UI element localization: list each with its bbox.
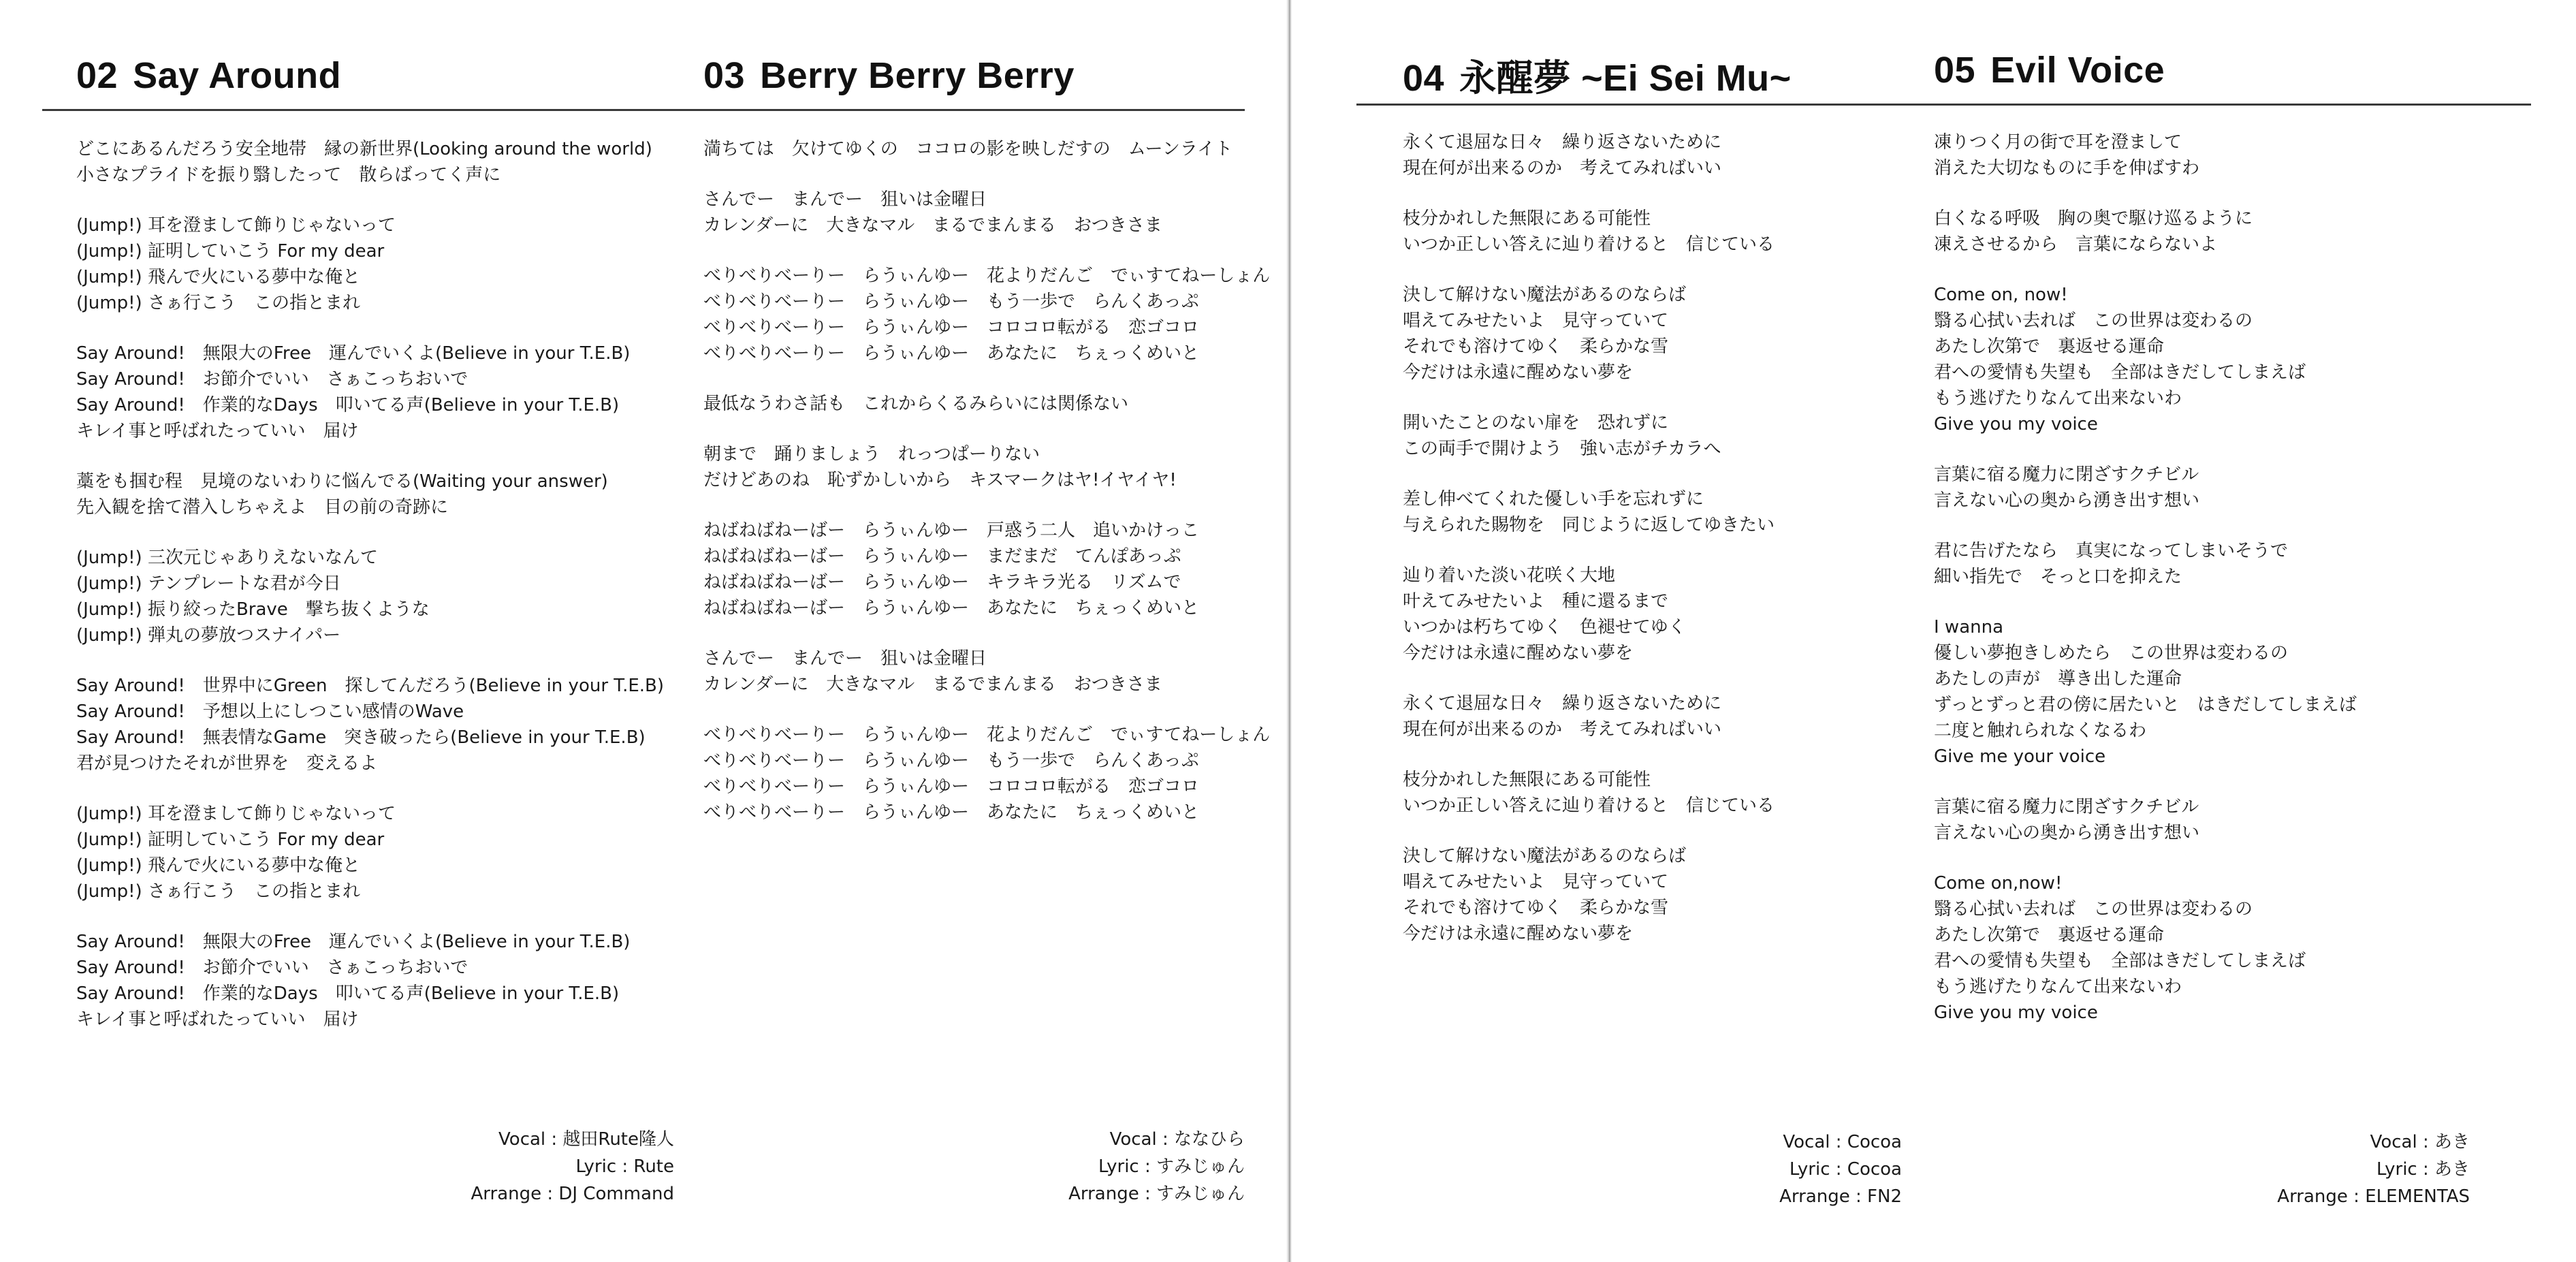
lyric-line: だけどあのね 恥ずかしいから キスマークはヤ!イヤイヤ! — [703, 470, 1177, 490]
lyric-line: 言葉に宿る魔力に閉ざすクチビル — [1934, 797, 2199, 817]
lyric-stanza — [76, 212, 664, 316]
lyric-line: (Jump!) 飛んで火にいる夢中な俺と — [76, 855, 360, 876]
lyric-line: いつか正しい答えに辿り着けると 信じている — [1403, 234, 1775, 255]
lyric-line: さんでー まんでー 狙いは金曜日 — [703, 648, 987, 669]
lyric-line: 言えない心の奥から湧き出す想い — [1934, 823, 2200, 843]
credit-lyric: Lyric : Rute — [575, 1156, 674, 1177]
lyric-line: Say Around! お節介でいい さぁこっちおいで — [76, 958, 468, 978]
lyric-line: 決して解けない魔法があるのならば — [1403, 846, 1687, 866]
credits — [2277, 1129, 2470, 1210]
lyric-line: 開いたことのない扉を 恐れずに — [1403, 413, 1669, 433]
lyric-line: 今だけは永遠に醒めない夢を — [1403, 924, 1634, 944]
lyric-line: 言葉に宿る魔力に閉ざすクチビル — [1934, 464, 2199, 485]
lyric-line: 先入観を捨て潜入しちゃえよ 目の前の奇跡に — [76, 497, 449, 518]
lyric-line: 枝分かれした無限にある可能性 — [1403, 208, 1651, 229]
lyric-line: カレンダーに 大きなマル まるでまんまる おつきさま — [703, 215, 1162, 236]
lyric-line: Come on, now! — [1934, 285, 2068, 305]
lyric-line: Come on,now! — [1934, 873, 2063, 894]
lyric-stanza — [1403, 282, 1775, 385]
lyric-line: Give you my voice — [1934, 414, 2098, 435]
lyric-line: (Jump!) さぁ行こう この指とまれ — [76, 881, 360, 902]
lyric-stanza — [1403, 767, 1775, 819]
lyric-stanza — [1934, 282, 2357, 437]
lyric-line: (Jump!) 弾丸の夢放つスナイパー — [76, 625, 341, 646]
lyric-stanza — [1403, 410, 1775, 462]
lyric-line: キレイ事と呼ばれたっていい 届け — [76, 421, 359, 441]
credit-arrange: Arrange : すみじゅん — [1068, 1184, 1245, 1204]
track-title: Say Around — [133, 55, 342, 96]
lyric-stanza — [76, 673, 664, 776]
lyric-line: あたし次第で 裏返せる運命 — [1934, 336, 2165, 357]
lyric-stanza — [1934, 614, 2357, 770]
lyric-line: Give me your voice — [1934, 746, 2106, 767]
lyric-line: 小さなプライドを振り翳したって 散らばってく声に — [76, 165, 501, 185]
lyric-line: (Jump!) 飛んで火にいる夢中な俺と — [76, 267, 360, 287]
lyric-line: Say Around! 予想以上にしつこい感情のWave — [76, 701, 464, 722]
lyric-line: いつか正しい答えに辿り着けると 信じている — [1403, 795, 1775, 816]
lyrics — [703, 136, 1270, 850]
lyric-line: 与えられた賜物を 同じように返してゆきたい — [1403, 515, 1775, 535]
lyric-line: べりべりべーりー らうぃんゆー 花よりだんご でぃすてねーしょん — [703, 266, 1271, 286]
lyric-stanza — [1934, 129, 2357, 181]
lyric-line: 最低なうわさ話も これからくるみらいには関係ない — [703, 394, 1129, 414]
lyric-line: ねばねばねーばー らうぃんゆー キラキラ光る リズムで — [703, 572, 1181, 593]
lyric-line: ずっとずっと君の傍に居たいと はきだしてしまえば — [1934, 695, 2357, 715]
lyric-line: (Jump!) 証明していこう For my dear — [76, 241, 385, 262]
lyric-line: (Jump!) 三次元じゃありえないなんて — [76, 548, 378, 568]
lyric-line: 決して解けない魔法があるのならば — [1403, 285, 1687, 305]
credit-lyric: Lyric : すみじゅん — [1098, 1156, 1245, 1177]
track-number: 04 — [1403, 58, 1445, 99]
track-number: 05 — [1934, 50, 1976, 91]
lyric-stanza — [703, 187, 1270, 238]
lyric-stanza — [1934, 870, 2357, 1026]
lyric-line: (Jump!) さぁ行こう この指とまれ — [76, 293, 360, 313]
lyrics — [76, 136, 664, 1057]
lyric-stanza — [703, 722, 1270, 825]
lyric-line: いつかは朽ちてゆく 色褪せてゆく — [1403, 617, 1686, 637]
lyrics — [1403, 129, 1775, 971]
lyric-line: 永くて退屈な日々 繰り返さないために — [1403, 132, 1722, 153]
lyric-stanza — [703, 518, 1270, 621]
left-header-rule — [42, 109, 1245, 111]
lyric-line: (Jump!) 振り絞ったBrave 撃ち抜くような — [76, 599, 430, 620]
track-title: 永醒夢 ~Ei Sei Mu~ — [1459, 58, 1792, 99]
lyric-line: 君への愛情も失望も 全部はきだしてしまえば — [1934, 951, 2306, 971]
lyric-stanza — [703, 136, 1270, 162]
lyric-stanza — [76, 545, 664, 648]
lyric-line: 現在何が出来るのか 考えてみればいい — [1403, 719, 1722, 740]
lyric-line: 細い指先で そっと口を抑えた — [1934, 567, 2182, 587]
lyric-line: 今だけは永遠に醒めない夢を — [1403, 643, 1634, 663]
lyric-line: 唱えてみせたいよ 見守っていて — [1403, 872, 1669, 892]
credits — [471, 1126, 675, 1208]
lyric-line: べりべりべーりー らうぃんゆー あなたに ちぇっくめいと — [703, 802, 1200, 823]
lyric-line: (Jump!) 証明していこう For my dear — [76, 830, 385, 850]
lyric-line: キレイ事と呼ばれたっていい 届け — [76, 1009, 359, 1030]
lyric-line: (Jump!) 耳を澄まして飾りじゃないって — [76, 215, 396, 236]
credit-vocal: Vocal : 越田Rute隆人 — [498, 1129, 674, 1150]
credit-arrange: Arrange : ELEMENTAS — [2277, 1186, 2470, 1207]
lyric-line: 辿り着いた淡い花咲く大地 — [1403, 565, 1616, 586]
lyric-line: べりべりべーりー らうぃんゆー もう一歩で らんくあっぷ — [703, 751, 1199, 771]
lyric-line: 枝分かれした無限にある可能性 — [1403, 770, 1651, 790]
lyric-line: ねばねばねーばー らうぃんゆー あなたに ちぇっくめいと — [703, 598, 1200, 618]
lyric-line: 君への愛情も失望も 全部はきだしてしまえば — [1934, 362, 2306, 383]
lyric-line: 優しい夢抱きしめたら この世界は変わるの — [1934, 643, 2289, 663]
lyric-line: 唱えてみせたいよ 見守っていて — [1403, 311, 1669, 331]
credits — [1779, 1129, 1902, 1210]
lyric-line: 現在何が出来るのか 考えてみればいい — [1403, 158, 1722, 178]
track-number: 03 — [703, 55, 746, 96]
lyric-line: Say Around! 作業的なDays 叩いてる声(Believe in your T.E.B) — [76, 983, 620, 1004]
lyric-stanza — [1403, 129, 1775, 181]
lyric-line: どこにあるんだろう安全地帯 縁の新世界(Looking around the world) — [76, 139, 652, 159]
lyric-line: 君に告げたなら 真実になってしまいそうで — [1934, 541, 2289, 561]
lyric-line: 白くなる呼吸 胸の奥で駆け巡るように — [1934, 208, 2253, 229]
lyric-stanza — [76, 801, 664, 904]
lyric-line: 翳る心拭い去れば この世界は変わるの — [1934, 899, 2253, 919]
song-title — [76, 54, 341, 97]
lyric-stanza — [76, 136, 664, 188]
lyric-line: Give you my voice — [1934, 1003, 2098, 1023]
lyrics — [1934, 129, 2357, 1050]
lyric-line: 凍りつく月の街で耳を澄まして — [1934, 132, 2182, 153]
lyric-stanza — [1934, 538, 2357, 590]
lyric-line: Say Around! お節介でいい さぁこっちおいで — [76, 369, 468, 390]
lyric-stanza — [703, 391, 1270, 417]
lyric-line: Say Around! 世界中にGreen 探してんだろう(Believe in your T.E.B) — [76, 676, 665, 696]
song-title — [1934, 49, 2165, 91]
lyric-stanza — [1403, 206, 1775, 257]
credit-arrange: Arrange : DJ Command — [471, 1184, 674, 1204]
lyric-line: Say Around! 作業的なDays 叩いてる声(Believe in your T.E.B) — [76, 395, 620, 415]
lyric-line: (Jump!) 耳を澄まして飾りじゃないって — [76, 804, 396, 824]
lyric-line: Say Around! 無限大のFree 運んでいくよ(Believe in your T.E.B) — [76, 343, 631, 364]
lyric-stanza — [1403, 843, 1775, 947]
track-title: Evil Voice — [1990, 50, 2165, 91]
track-title: Berry Berry Berry — [760, 55, 1075, 96]
lyric-line: べりべりべーりー らうぃんゆー あなたに ちぇっくめいと — [703, 343, 1200, 364]
track-number: 02 — [76, 55, 118, 96]
credit-lyric: Lyric : あき — [2376, 1159, 2470, 1180]
lyric-stanza — [1934, 462, 2357, 514]
lyric-stanza — [1934, 206, 2357, 257]
lyric-line: べりべりべーりー らうぃんゆー コロコロ転がる 恋ゴコロ — [703, 317, 1200, 338]
lyric-stanza — [76, 469, 664, 520]
credit-vocal: Vocal : Cocoa — [1783, 1132, 1902, 1152]
lyric-line: べりべりべーりー らうぃんゆー コロコロ転がる 恋ゴコロ — [703, 776, 1200, 797]
booklet-spine — [1286, 0, 1292, 1262]
lyric-line: 凍えさせるから 言葉にならないよ — [1934, 234, 2218, 255]
lyric-stanza — [703, 441, 1270, 493]
credit-arrange: Arrange : FN2 — [1779, 1186, 1902, 1207]
lyric-line: べりべりべーりー らうぃんゆー もう一歩で らんくあっぷ — [703, 291, 1199, 312]
lyric-line: 今だけは永遠に醒めない夢を — [1403, 362, 1634, 383]
lyric-line: 消えた大切なものに手を伸ばすわ — [1934, 158, 2200, 178]
credit-vocal: Vocal : あき — [2370, 1132, 2470, 1152]
credit-lyric: Lyric : Cocoa — [1789, 1159, 1902, 1180]
right-header-rule — [1356, 104, 2531, 106]
lyric-line: Say Around! 無限大のFree 運んでいくよ(Believe in your T.E.B) — [76, 932, 631, 952]
lyric-line: 二度と触れられなくなるわ — [1934, 721, 2147, 741]
lyric-line: もう逃げたりなんて出来ないわ — [1934, 388, 2182, 409]
lyric-stanza — [703, 646, 1270, 697]
lyric-line: カレンダーに 大きなマル まるでまんまる おつきさま — [703, 674, 1162, 695]
lyric-stanza — [1403, 486, 1775, 538]
credit-vocal: Vocal : ななひら — [1109, 1129, 1245, 1150]
lyric-line: べりべりべーりー らうぃんゆー 花よりだんご でぃすてねーしょん — [703, 725, 1271, 745]
lyric-stanza — [76, 929, 664, 1032]
lyric-line: 朝まで 踊りましょう れっつぱーりない — [703, 444, 1040, 464]
lyric-stanza — [1934, 794, 2357, 846]
lyric-line: 叶えてみせたいよ 種に還るまで — [1403, 591, 1669, 612]
lyric-stanza — [1403, 691, 1775, 742]
song-title — [1403, 49, 1792, 101]
lyric-line: あたし次第で 裏返せる運命 — [1934, 925, 2165, 945]
lyric-line: I wanna — [1934, 617, 2004, 637]
lyric-line: あたしの声が 導き出した運命 — [1934, 669, 2182, 689]
lyric-line: それでも溶けてゆく 柔らかな雪 — [1403, 336, 1669, 357]
lyric-line: 翳る心拭い去れば この世界は変わるの — [1934, 311, 2253, 331]
song-title — [703, 54, 1075, 97]
lyric-stanza — [1403, 563, 1775, 666]
lyric-line: もう逃げたりなんて出来ないわ — [1934, 977, 2182, 997]
lyric-line: この両手で開けよう 強い志がチカラへ — [1403, 439, 1721, 459]
lyric-stanza — [76, 341, 664, 444]
credits — [1068, 1126, 1245, 1208]
lyric-line: 君が見つけたそれが世界を 変えるよ — [76, 753, 378, 774]
lyric-line: 差し伸べてくれた優しい手を忘れずに — [1403, 489, 1704, 509]
lyric-line: 言えない心の奥から湧き出す想い — [1934, 490, 2200, 511]
lyric-stanza — [703, 263, 1270, 366]
lyric-line: ねばねばねーばー らうぃんゆー まだまだ てんぽあっぷ — [703, 546, 1181, 567]
lyric-line: それでも溶けてゆく 柔らかな雪 — [1403, 898, 1669, 918]
lyric-line: 藁をも掴む程 見境のないわりに悩んでる(Waiting your answer) — [76, 471, 608, 492]
lyric-line: 満ちては 欠けてゆくの ココロの影を映しだすの ムーンライト — [703, 139, 1233, 159]
lyric-line: さんでー まんでー 狙いは金曜日 — [703, 189, 987, 210]
lyric-line: (Jump!) テンプレートな君が今日 — [76, 573, 341, 594]
lyric-line: 永くて退屈な日々 繰り返さないために — [1403, 693, 1722, 714]
lyric-line: Say Around! 無表情なGame 突き破ったら(Believe in your T.E.B) — [76, 727, 646, 748]
lyric-line: ねばねばねーばー らうぃんゆー 戸惑う二人 追いかけっこ — [703, 520, 1200, 541]
